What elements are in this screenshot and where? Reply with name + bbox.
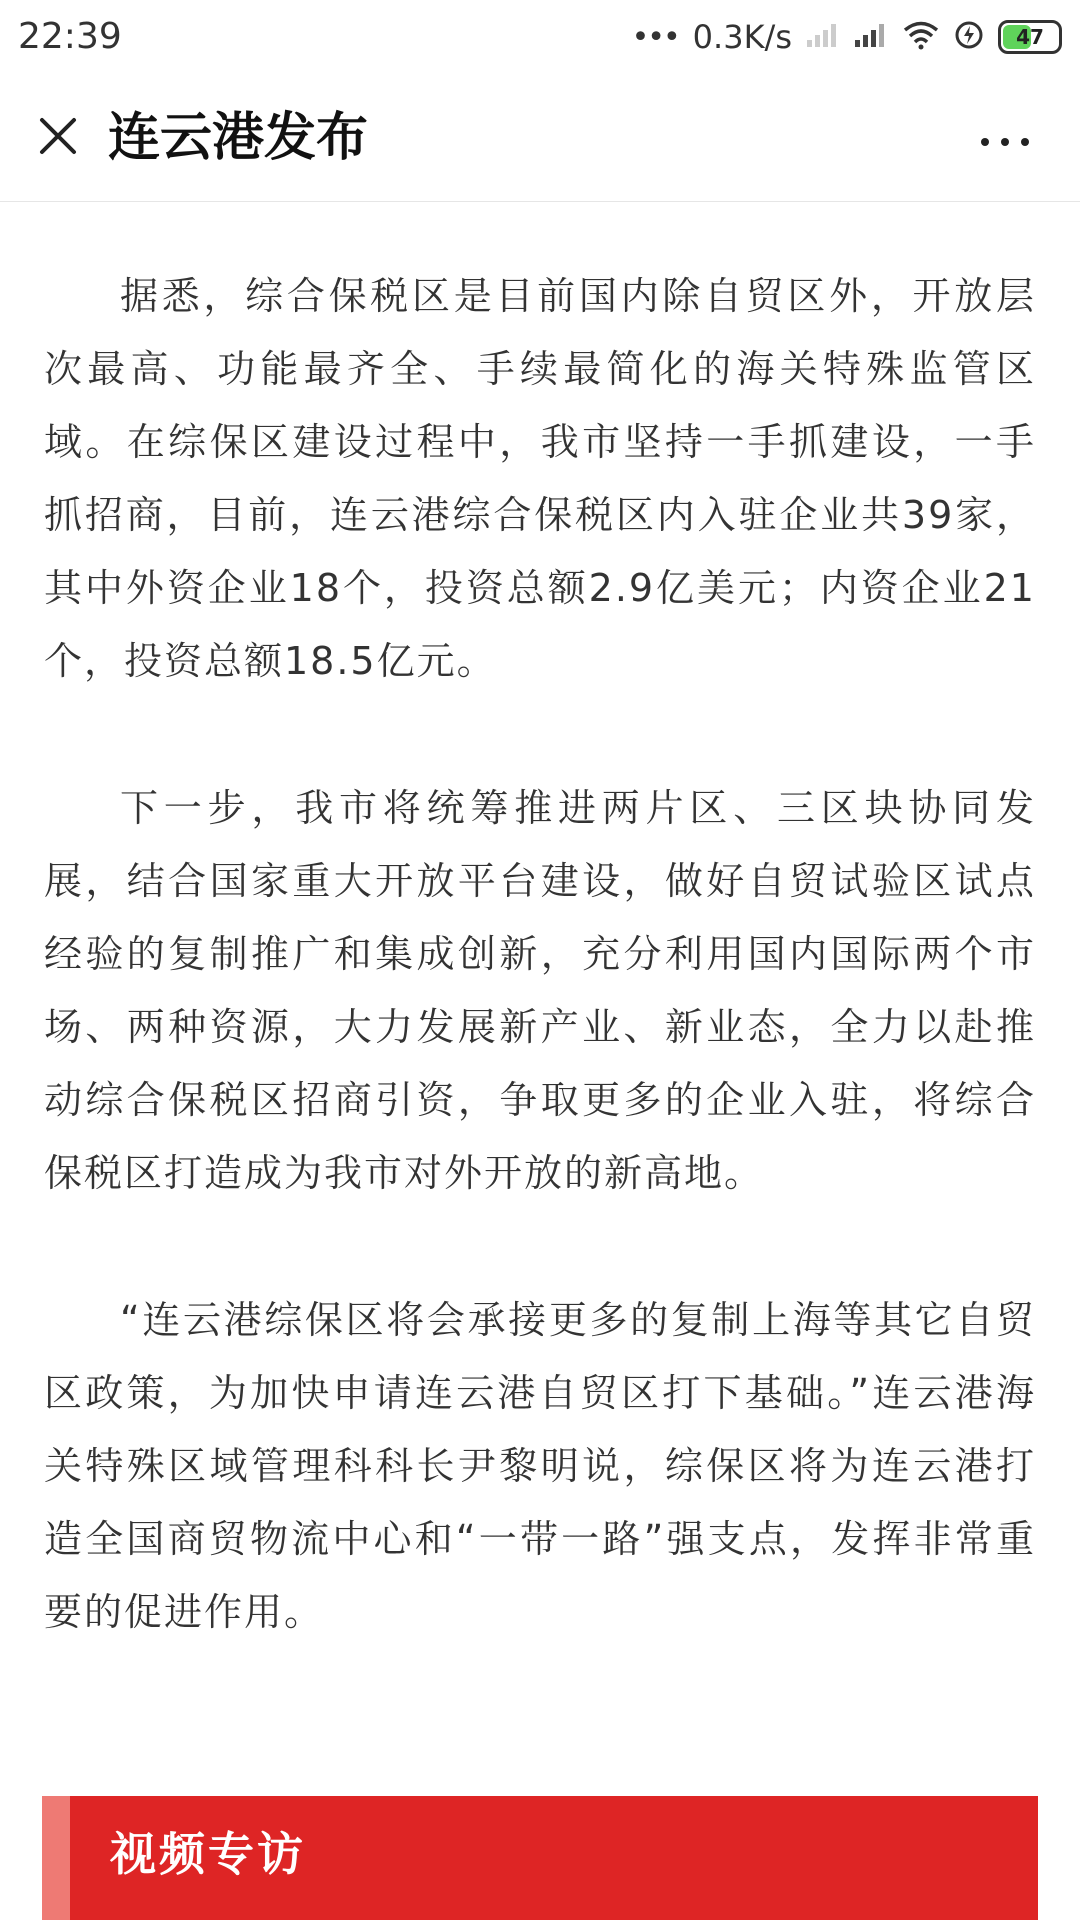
status-indicators (632, 14, 1062, 60)
more-button[interactable] (970, 116, 1040, 166)
battery-level: 47 (1016, 25, 1044, 49)
network-speed: 0.3K/s (692, 18, 792, 56)
signal-bars-icon (854, 22, 888, 52)
article-body (44, 260, 1036, 1723)
close-icon (39, 117, 77, 159)
wifi-icon (902, 20, 940, 54)
signal-dots-icon: ••• (631, 19, 679, 55)
section-title: 视频专访 (110, 1827, 306, 1881)
charging-icon (954, 20, 984, 54)
status-time: 22:39 (18, 16, 122, 57)
battery-icon (998, 20, 1062, 54)
more-icon (980, 132, 1030, 151)
nav-bar (0, 76, 1080, 202)
section-banner (42, 1796, 1038, 1920)
signal-bars-empty-icon (806, 22, 840, 52)
article-paragraph: 下一步，我市将统筹推进两片区、三区块协同发展，结合国家重大开放平台建设，做好自贸试验区试点经验的复制推广和集成创新，充分利用国内国际两个市场、两种资源，大力发展新产业、新业态，全力以赴推动综合保税区招商引资，争取更多的企业入驻，将综合保税区打造成为我市对外开放的新高地。 (44, 786, 1036, 1195)
article-paragraph: “连云港综保区将会承接更多的复制上海等其它自贸区政策，为加快申请连云港自贸区打下基础。”连云港海关特殊区域管理科科长尹黎明说，综保区将为连云港打造全国商贸物流中心和“一带一路”强支点，发挥非常重要的促进作用。 (44, 1298, 1036, 1634)
section-accent (42, 1796, 70, 1920)
page-title: 连云港发布 (108, 108, 369, 168)
article-paragraph: 据悉，综合保税区是目前国内除自贸区外，开放层次最高、功能最齐全、手续最简化的海关特殊监管区域。在综保区建设过程中，我市坚持一手抓建设，一手抓招商，目前，连云港综合保税区内入驻企业共39家，其中外资企业18个，投资总额2.9亿美元；内资企业21个，投资总额18.5亿元。 (44, 274, 1036, 683)
close-button[interactable] (28, 108, 88, 168)
status-bar (0, 0, 1080, 76)
